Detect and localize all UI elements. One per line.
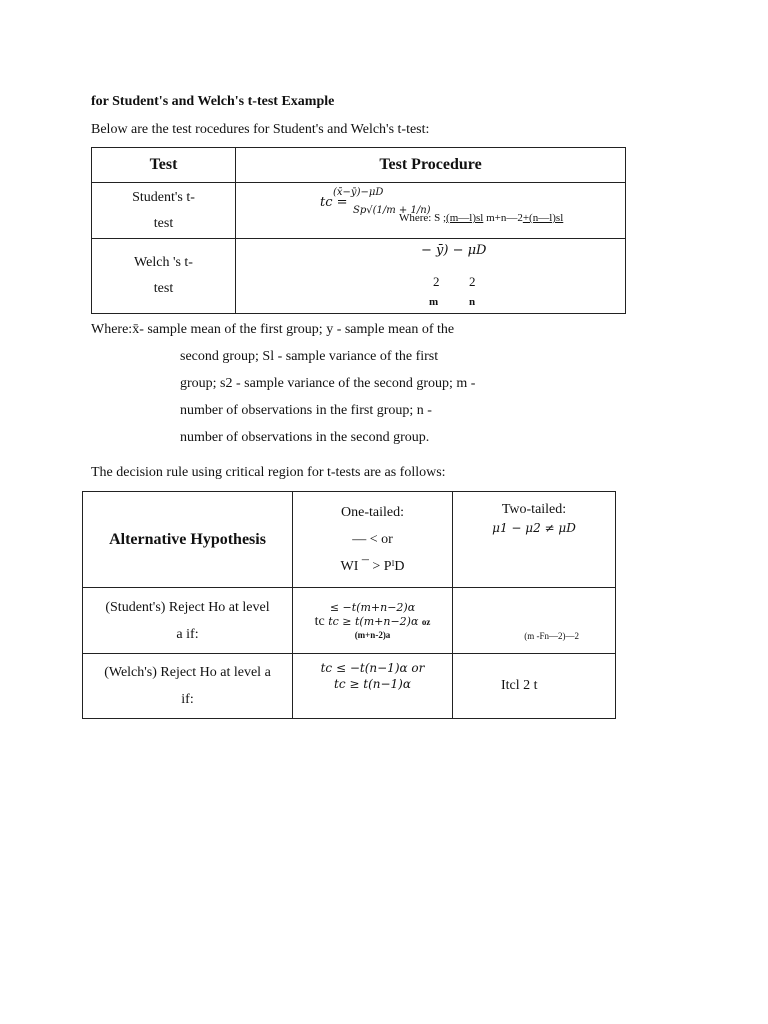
definition-line: second group; Sl - sample variance of the first: [180, 349, 439, 364]
table-row-students-rule: [83, 588, 616, 654]
definition-line: group; s2 - sample variance of the second group; m -: [180, 376, 476, 391]
welch-denominator-n: n: [469, 296, 476, 308]
students-rule-line2: a if:: [176, 626, 199, 642]
one-tailed-label: One-tailed:: [341, 505, 404, 520]
tc-symbol: tc: [314, 614, 325, 629]
students-label-line1: Student's t-: [132, 189, 195, 205]
welch-rule-line2: if:: [181, 692, 194, 707]
welch-one-tailed-rule: [293, 654, 453, 719]
welch-ineq-lower: tc ≤ −t(n−1)α or: [320, 661, 425, 675]
two-tailed-label: Two-tailed:: [501, 502, 567, 517]
definition-line: number of observations in the first group; n -: [180, 403, 432, 418]
welch-label-line1: Welch 's t-: [134, 255, 193, 270]
welch-two-tailed-rule: Itcl 2 t: [453, 654, 616, 719]
one-tailed-line3: WI ¯ > PᴵD: [340, 559, 405, 574]
table-header-row: [92, 148, 626, 183]
formula-lhs: tc =: [320, 195, 348, 210]
decision-rule-table: [82, 491, 616, 719]
test-procedure-table: [91, 147, 626, 314]
one-tailed-header: [293, 492, 453, 588]
students-two-tailed-rule: [453, 588, 616, 654]
welch-rule-line1: (Welch's) Reject Ho at level a: [104, 665, 271, 680]
welch-rule-label: [83, 654, 293, 719]
students-ineq-upper: tc ≥ t(m+n−2)α: [328, 615, 419, 628]
students-ineq-lower: ≤ −t(m+n−2)α: [329, 601, 416, 614]
intro-text: Below are the test rocedures for Student's and Welch's t-test:: [91, 122, 430, 137]
table-row-welch-rule: [83, 654, 616, 719]
welch-exponent-n: 2: [469, 274, 476, 289]
welch-formula-top: − ȳ) − μD: [421, 243, 487, 258]
students-df-subscript: (m+n-2)a: [354, 630, 391, 640]
decision-rule-text: The decision rule using critical region for t-tests are as follows:: [91, 465, 446, 480]
two-tailed-formula: μ1 − μ2 ≠ μD: [492, 521, 576, 535]
table-header-row: [83, 492, 616, 588]
one-tailed-line2: — < or: [352, 532, 393, 547]
definition-line: number of observations in the second group.: [180, 430, 430, 445]
welch-test-label: [92, 239, 236, 314]
pooled-variance-note: Where: S ;(m—l)sl m+n—2+(n—l)sl: [399, 212, 564, 224]
table-row-students: [92, 183, 626, 239]
students-formula-cell: [236, 183, 626, 239]
students-oz: oz: [421, 617, 431, 627]
welch-exponent-m: 2: [433, 274, 440, 289]
welch-denominator-m: m: [429, 296, 439, 308]
students-test-label: [92, 183, 236, 239]
formula-denominator: Sp√(1/m + 1/n): [353, 205, 431, 216]
students-rule-line1: (Student's) Reject Ho at level: [105, 599, 270, 615]
alternative-hypothesis-header: Alternative Hypothesis: [83, 492, 293, 588]
document-heading: for Student's and Welch's t-test Example: [91, 94, 335, 109]
students-one-tailed-rule: [293, 588, 453, 654]
students-two-tailed-df: (m -Fn—2)—2: [524, 631, 579, 641]
formula-numerator: (x̄−ȳ)−μD: [333, 187, 384, 198]
welch-ineq-upper: tc ≥ t(n−1)α: [334, 677, 411, 691]
variable-definitions: [91, 316, 475, 451]
definition-line: Where:x̄- sample mean of the first group; y - sample mean of the: [91, 322, 455, 337]
table-row-welch: [92, 239, 626, 314]
welch-label-line2: test: [153, 281, 174, 296]
students-label-line2: test: [153, 215, 174, 231]
two-tailed-header: [453, 492, 616, 588]
column-header-test-procedure: Test Procedure: [236, 148, 626, 183]
welch-formula-cell: [236, 239, 626, 314]
students-rule-label: [83, 588, 293, 654]
column-header-test: Test: [92, 148, 236, 183]
